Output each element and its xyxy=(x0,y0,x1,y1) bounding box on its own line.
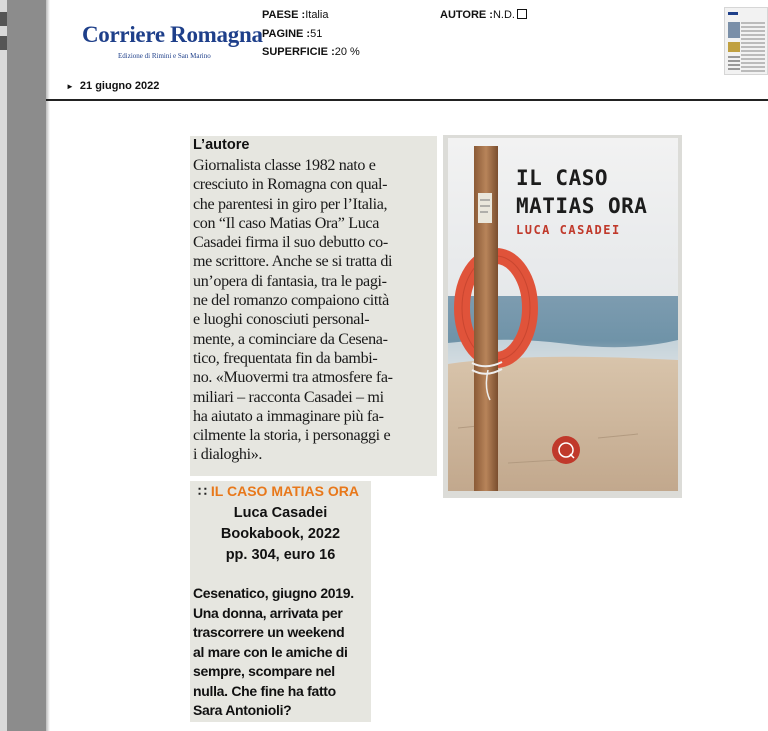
synopsis-line: Una donna, arrivata per xyxy=(193,604,343,621)
page-thumbnail[interactable] xyxy=(724,7,768,75)
book-author: Luca Casadei xyxy=(233,505,328,521)
autore-paragraph xyxy=(193,156,436,465)
meta-superficie xyxy=(262,46,360,58)
cover-title-line2: MATIAS ORA xyxy=(516,194,648,218)
thumb-block xyxy=(741,22,765,72)
checkbox-icon xyxy=(517,9,527,19)
book-publisher: Bookabook, 2022 xyxy=(220,526,341,542)
synopsis-line: nulla. Che fine ha fatto xyxy=(193,682,336,699)
triangle-right-icon: ► xyxy=(66,82,74,91)
autore-line: mente, a cominciare da Cesena- xyxy=(193,330,388,348)
meta-autore xyxy=(440,9,527,21)
autore-line: con “Il caso Matias Ora” Luca xyxy=(193,214,380,232)
meta-autore-label: AUTORE : xyxy=(440,9,493,21)
book-synopsis xyxy=(193,584,371,721)
synopsis-line: trascorrere un weekend xyxy=(193,624,345,640)
thumb-block xyxy=(728,42,740,52)
meta-superficie-label: SUPERFICIE : xyxy=(262,46,335,58)
meta-superficie-value: 20 % xyxy=(334,46,360,58)
autore-line: no. «Muovermi tra atmosfere fa- xyxy=(193,369,393,387)
date-text: 21 giugno 2022 xyxy=(79,80,160,92)
viewer-edge xyxy=(0,0,7,731)
cover-illustration xyxy=(448,138,678,491)
publisher-seal-icon xyxy=(552,436,580,464)
autore-line: ha aiutato a immaginare più fa- xyxy=(193,407,384,425)
meta-pagine-label: PAGINE : xyxy=(262,28,311,40)
page-shadow xyxy=(46,0,50,731)
synopsis-line: al mare con le amiche di xyxy=(193,643,348,660)
autore-line: che parentesi in giro per l’Italia, xyxy=(193,195,388,213)
cover-title-line1: IL CASO xyxy=(516,166,609,190)
thumb-block xyxy=(728,56,740,72)
viewer-left-gutter xyxy=(0,0,46,731)
autore-line: Giornalista classe 1982 nato e xyxy=(193,157,376,174)
autore-line: tico, frequentata fin da bambi- xyxy=(193,349,378,367)
clipping-header xyxy=(0,0,768,101)
synopsis-line: Sara Antonioli? xyxy=(193,702,292,718)
meta-paese xyxy=(262,9,328,21)
newspaper-edition: Edizione di Rimini e San Marino xyxy=(118,52,211,60)
meta-pagine xyxy=(262,28,322,40)
autore-line: un’opera di fantasia, tra le pagi- xyxy=(193,272,387,290)
book-cover-image xyxy=(448,138,678,491)
newspaper-logo: Corriere Romagna xyxy=(82,22,263,47)
meta-paese-label: PAESE : xyxy=(262,9,306,21)
autore-heading: L’autore xyxy=(193,137,250,153)
clipping-date xyxy=(66,80,159,92)
autore-line: miliari – racconta Casadei – mi xyxy=(193,388,384,406)
autore-line: cresciuto in Romagna con qual- xyxy=(193,176,388,194)
autore-line: ne del romanzo compaiono città xyxy=(193,292,389,310)
book-kicker-text: IL CASO MATIAS ORA xyxy=(210,483,359,499)
autore-line: e luoghi conosciuti personal- xyxy=(193,311,370,329)
autore-line: cilmente la storia, i personaggi e xyxy=(193,427,391,445)
meta-pagine-value: 51 xyxy=(310,28,323,40)
autore-line: i dialoghi». xyxy=(193,446,263,464)
cover-author: LUCA CASADEI xyxy=(516,223,621,237)
meta-autore-value: N.D. xyxy=(492,9,515,21)
autore-line: Casadei firma il suo debutto co- xyxy=(193,234,388,252)
pole-notice xyxy=(478,193,492,223)
thumb-block xyxy=(728,22,740,38)
autore-line: me scrittore. Anche se si tratta di xyxy=(193,253,393,271)
book-details: pp. 304, euro 16 xyxy=(225,547,336,563)
header-divider xyxy=(46,99,768,101)
book-kicker xyxy=(198,483,359,500)
thumb-block xyxy=(728,12,738,15)
meta-paese-value: Italia xyxy=(305,9,329,21)
bullet-dots-icon: ∷ xyxy=(198,483,206,499)
synopsis-line: sempre, scompare nel xyxy=(193,663,335,679)
synopsis-line: Cesenatico, giugno 2019. xyxy=(193,585,354,601)
